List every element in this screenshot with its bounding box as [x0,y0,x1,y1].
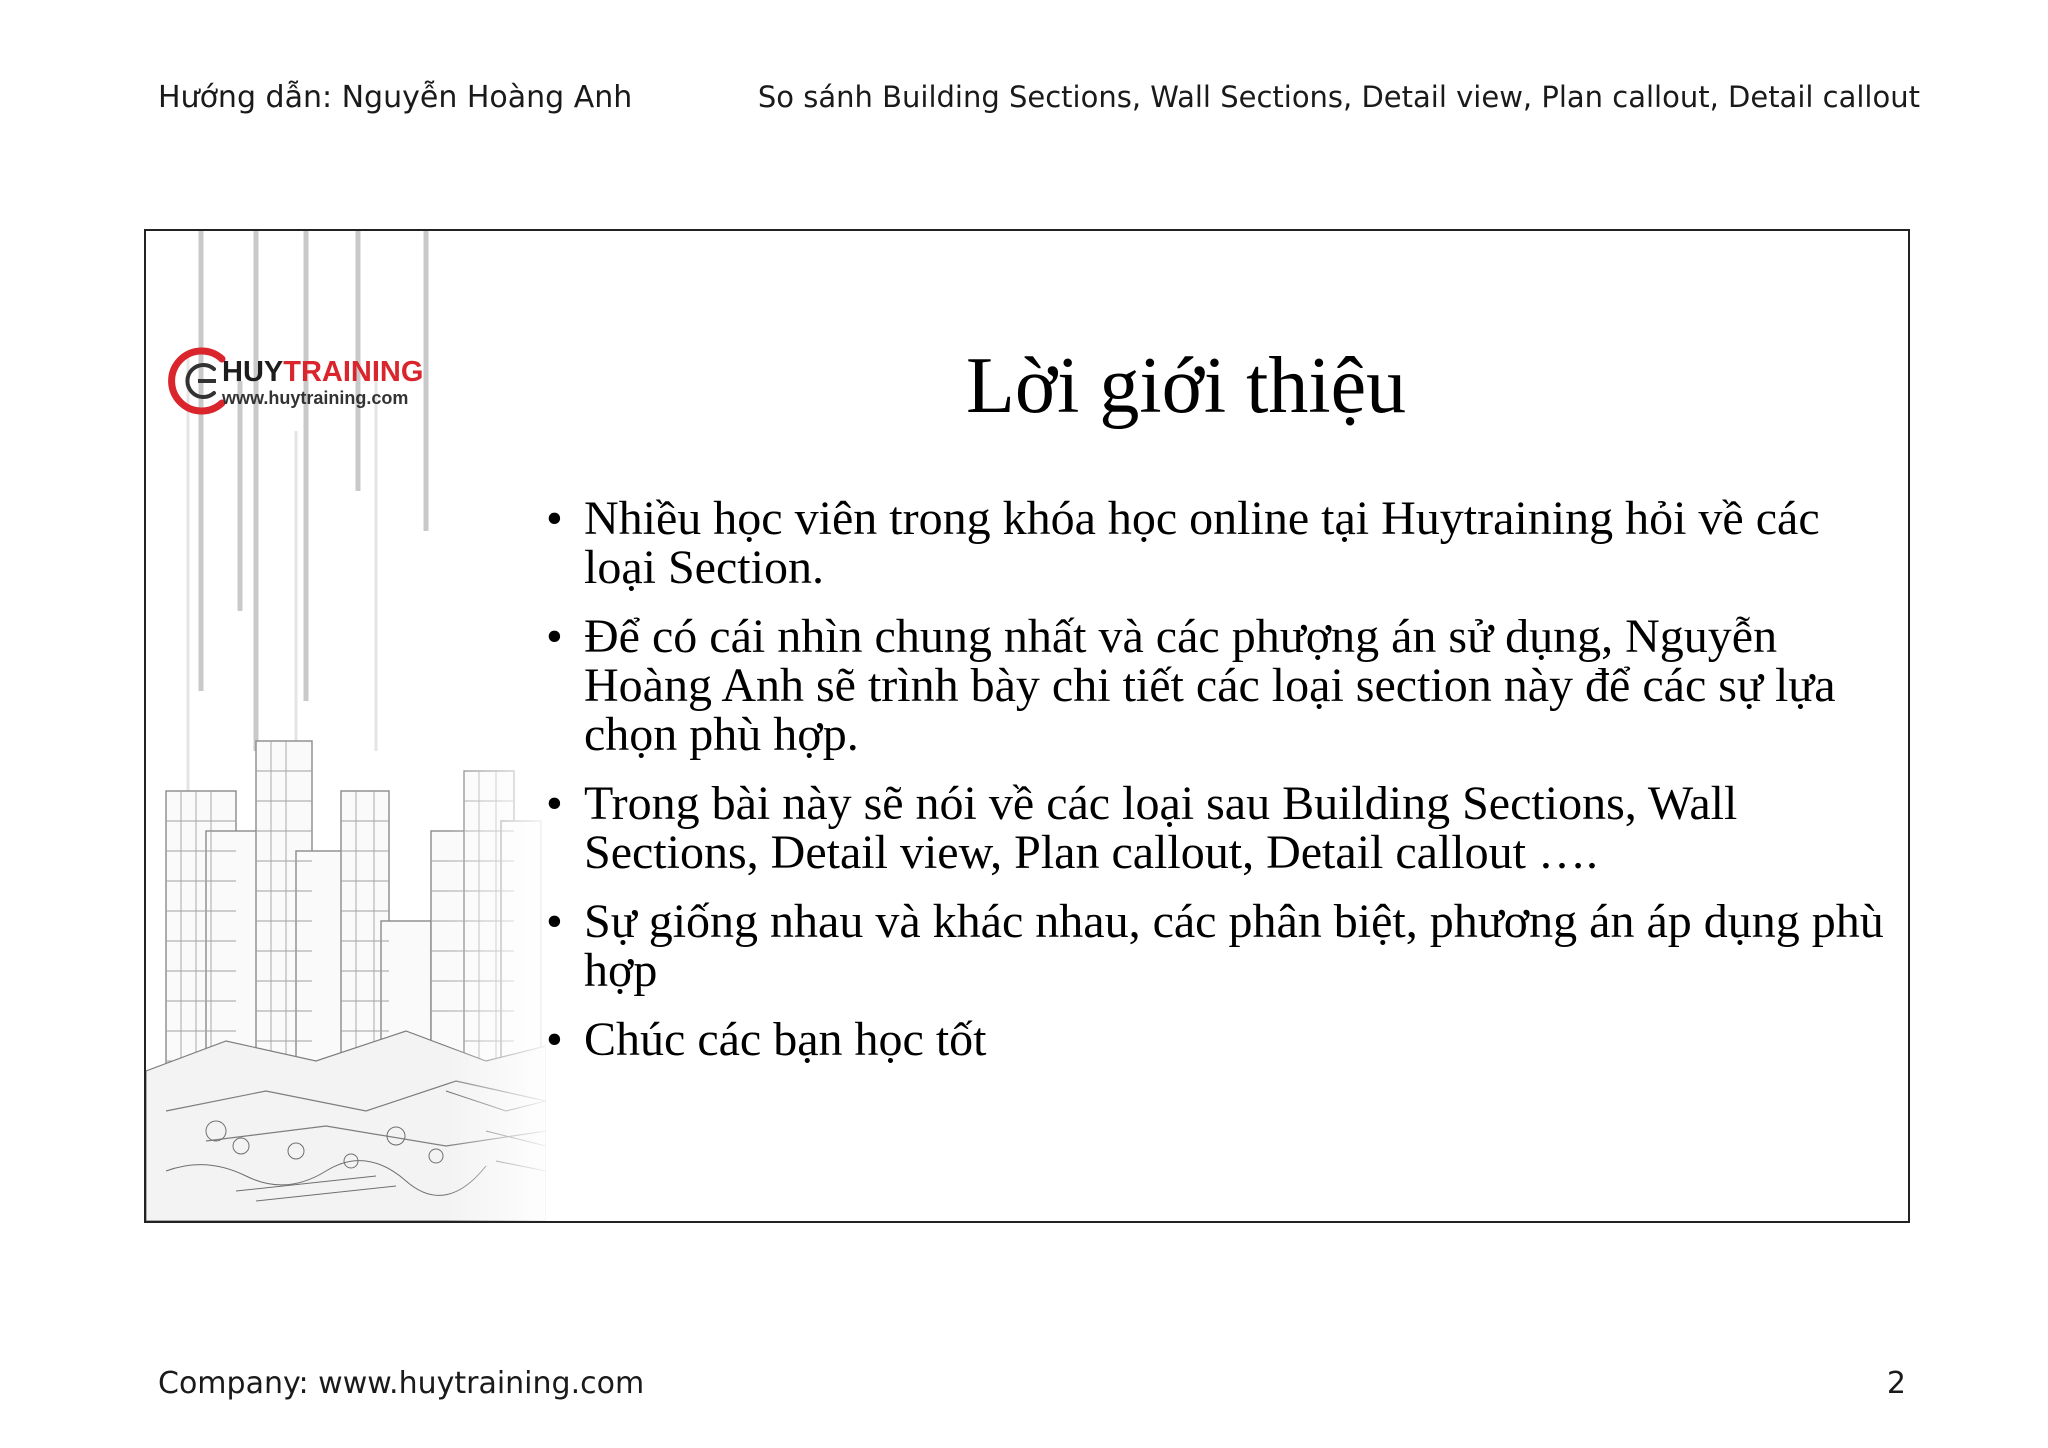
bullet-item: • Sự giống nhau và khác nhau, các phân biệt, phương án áp dụng phù hợp [544,897,1884,995]
brand-name [222,357,423,387]
brand-url: www.huytraining.com [222,388,409,408]
bullet-item: • Trong bài này sẽ nói về các loại sau Building Sections, Wall Sections, Detail view, Plan callout, Detail callout …. [544,779,1884,877]
page-number: 2 [1886,1366,1906,1401]
slide-title: Lời giới thiệu [966,342,1407,430]
slide-frame [144,229,1910,1223]
brand-part-training: TRAINING [283,356,424,388]
header-author: Hướng dẫn: Nguyễn Hoàng Anh [158,80,633,115]
logo-wordmark [222,357,423,408]
bullet-list [544,494,1884,1084]
bullet-item: • Để có cái nhìn chung nhất và các phượng án sử dụng, Nguyễn Hoàng Anh sẽ trình bày chi tiết các loại section này để các sự lựa chọn phù hợp. [544,612,1884,759]
footer-company: Company: www.huytraining.com [158,1366,645,1401]
brand-part-huy: HUY [222,356,284,388]
bullet-item: • Chúc các bạn học tốt [544,1015,1884,1064]
bullet-item: • Nhiều học viên trong khóa học online tại Huytraining hỏi về các loại Section. [544,494,1884,592]
header-document-title: So sánh Building Sections, Wall Sections, Detail view, Plan callout, Detail callout [757,80,1920,114]
